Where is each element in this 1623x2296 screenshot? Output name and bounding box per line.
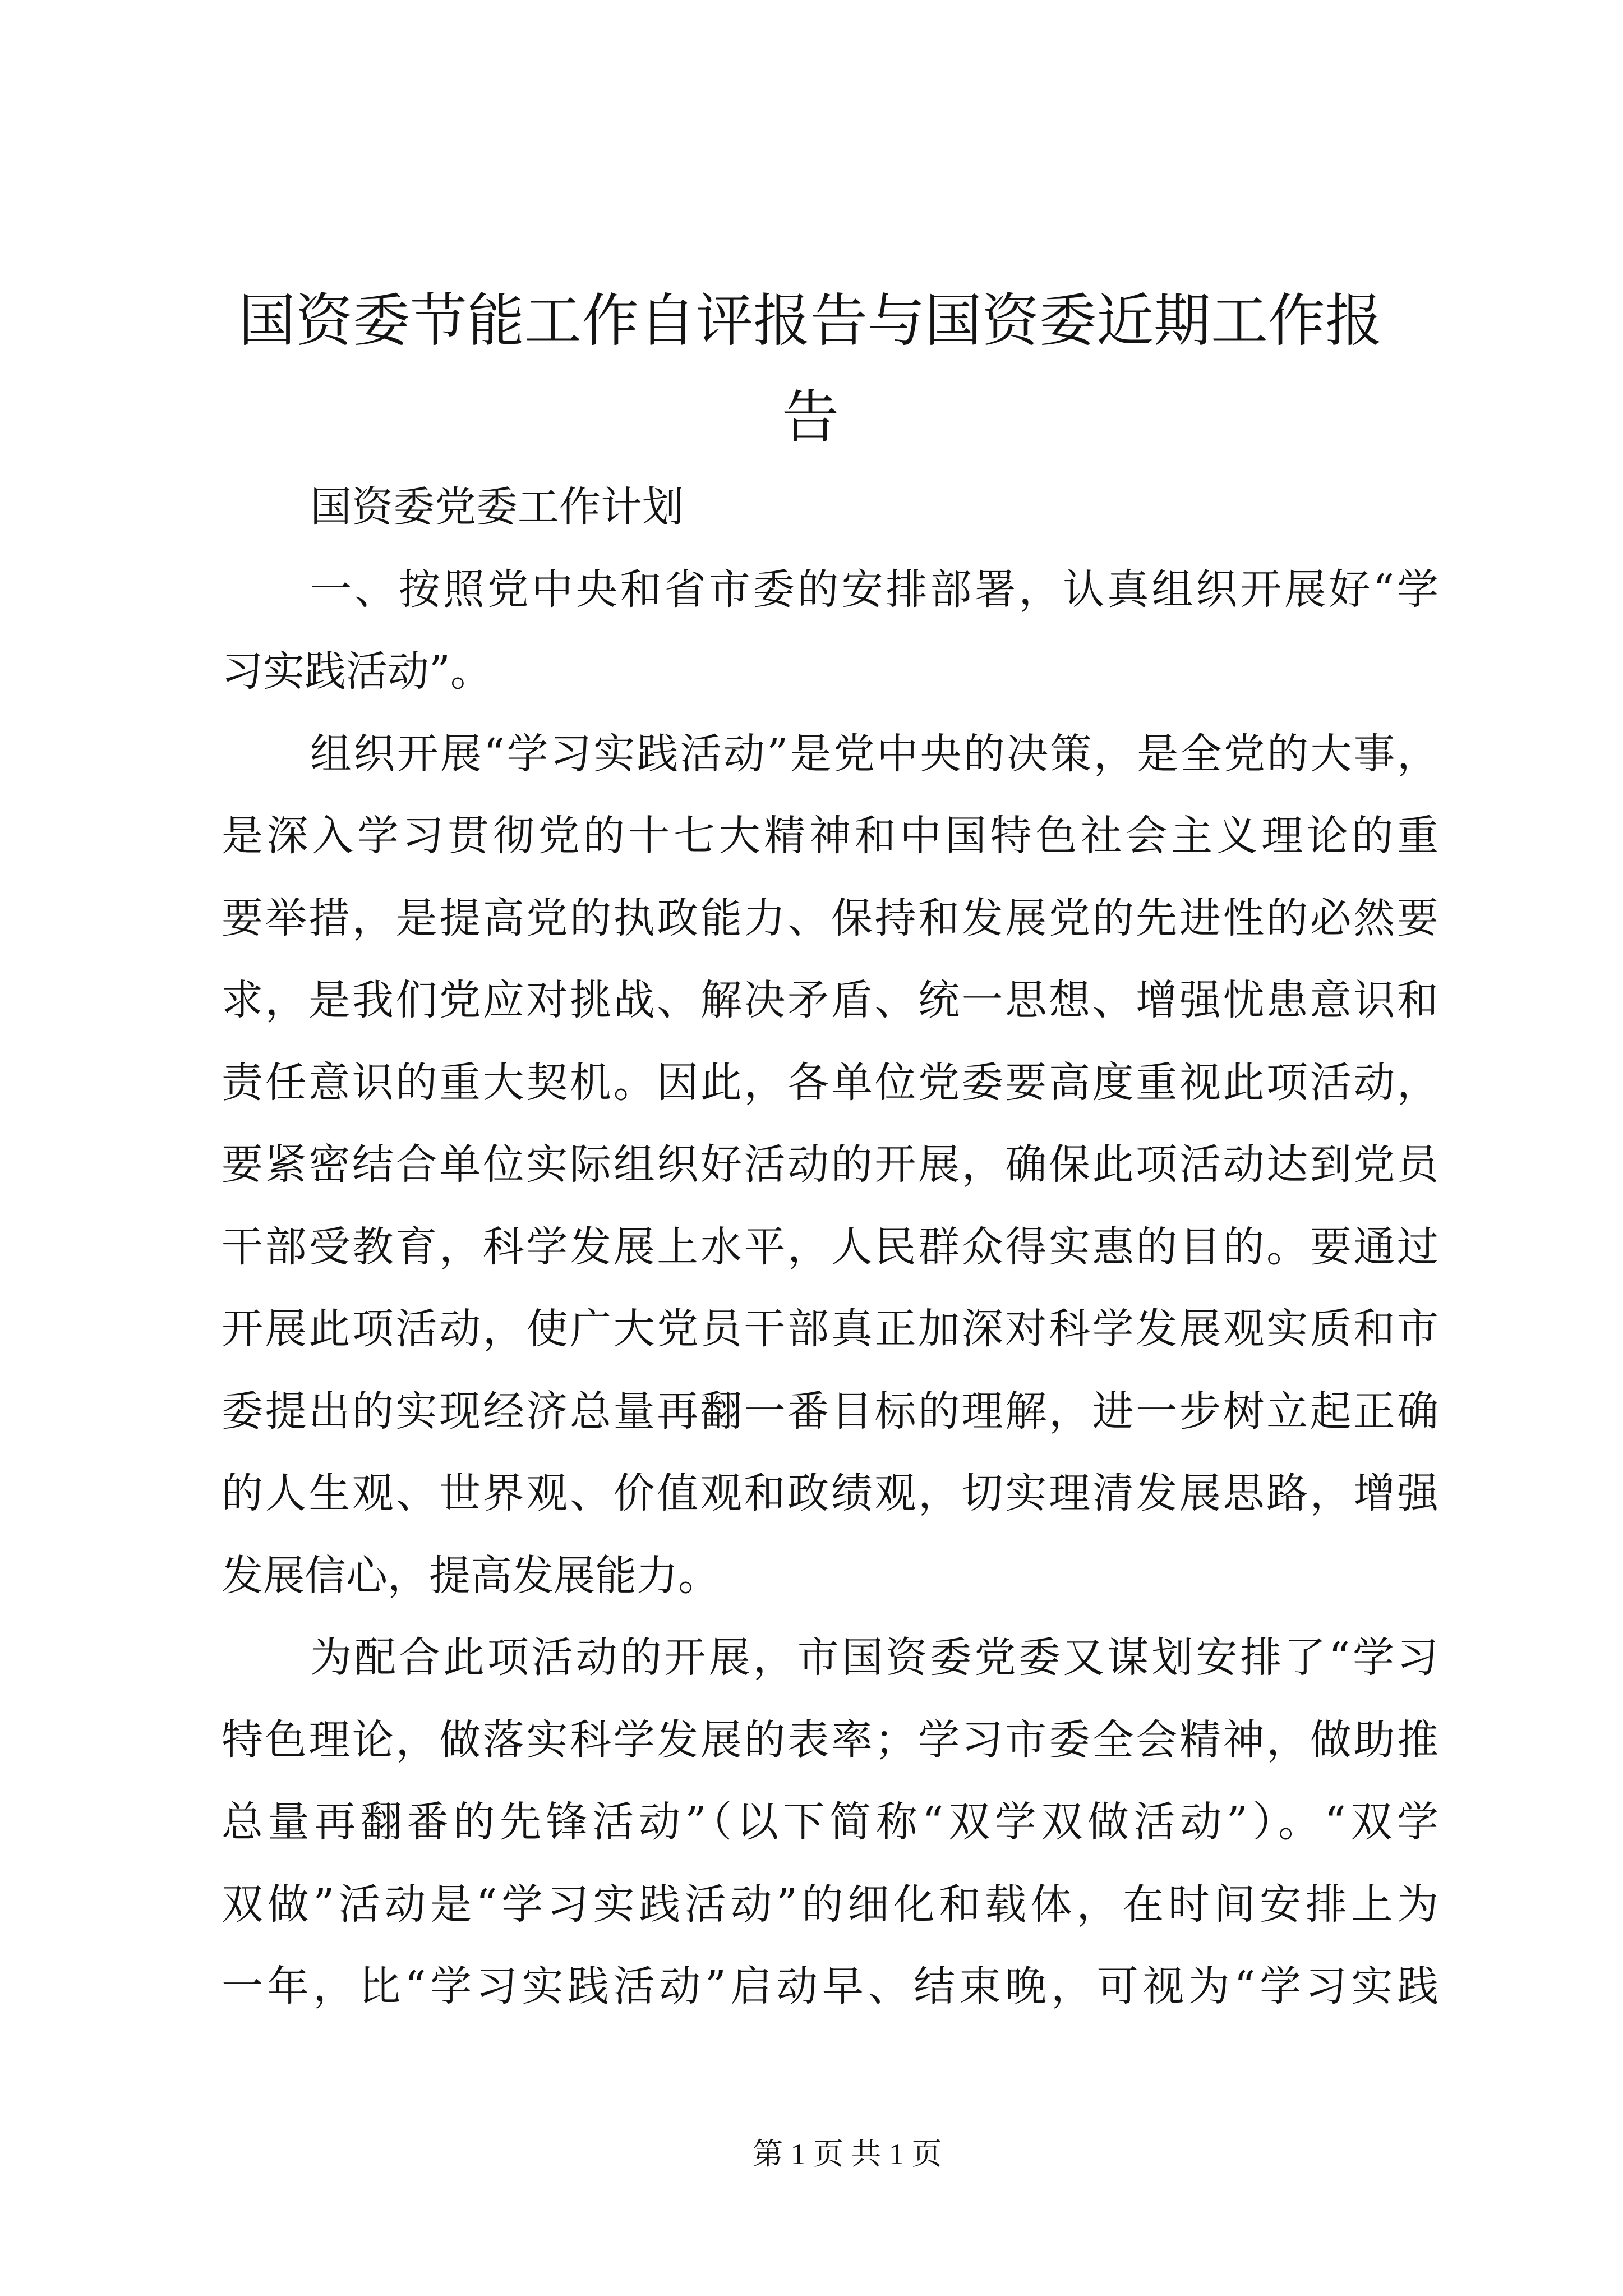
paragraph-line: 开展此项活动，使广大党员干部真正加深对科学发展观实质和市 bbox=[222, 1305, 1438, 1353]
paragraph bbox=[222, 549, 1438, 713]
paragraph-line: 一、按照党中央和省市委的安排部署，认真组织开展好“学 bbox=[310, 565, 1438, 614]
paragraph-line: 双做”活动是“学习实践活动”的细化和载体，在时间安排上为 bbox=[222, 1880, 1438, 1929]
paragraph-line: 干部受教育，科学发展上水平，人民群众得实惠的目的。要通过 bbox=[222, 1222, 1438, 1271]
paragraph-line: 为配合此项活动的开展，市国资委党委又谋划安排了“学习 bbox=[310, 1634, 1438, 1682]
title-line: 告 bbox=[782, 384, 839, 451]
paragraph-line: 特色理论，做落实科学发展的表率；学习市委全会精神，做助推 bbox=[222, 1715, 1438, 1764]
paragraph-heading bbox=[222, 466, 1438, 549]
paragraph-line: 责任意识的重大契机。因此，各单位党委要高度重视此项活动， bbox=[222, 1058, 1438, 1107]
paragraph-line: 习实践活动”。 bbox=[222, 647, 492, 696]
paragraph-line: 是深入学习贯彻党的十七大精神和中国特色社会主义理论的重 bbox=[222, 812, 1438, 860]
paragraph-line: 求，是我们党应对挑战、解决矛盾、统一思想、增强忧患意识和 bbox=[222, 976, 1438, 1024]
paragraph-line: 一年，比“学习实践活动”启动早、结束晚，可视为“学习实践 bbox=[222, 1962, 1438, 2010]
paragraph-line: 要举措，是提高党的执政能力、保持和发展党的先进性的必然要 bbox=[222, 894, 1438, 942]
paragraph-line: 的人生观、世界观、价值观和政绩观，切实理清发展思路，增强 bbox=[222, 1469, 1438, 1517]
paragraph-line: 要紧密结合单位实际组织好活动的开展，确保此项活动达到党员 bbox=[222, 1140, 1438, 1189]
page-footer: 第 1 页 共 1 页 bbox=[753, 2137, 942, 2171]
paragraph-line: 国资委党委工作计划 bbox=[310, 483, 684, 531]
paragraph-line: 组织开展“学习实践活动”是党中央的决策，是全党的大事， bbox=[310, 729, 1438, 778]
document-title bbox=[222, 273, 1399, 466]
title-line: 国资委节能工作自评报告与国资委近期工作报 bbox=[238, 288, 1382, 355]
paragraph bbox=[222, 713, 1438, 1617]
paragraph-line: 发展信心，提高发展能力。 bbox=[222, 1551, 720, 1600]
paragraph bbox=[222, 1617, 1438, 2028]
paragraph-line: 总量再翻番的先锋活动”（以下简称“双学双做活动”）。“双学 bbox=[222, 1798, 1438, 1846]
paragraph-line: 委提出的实现经济总量再翻一番目标的理解，进一步树立起正确 bbox=[222, 1387, 1438, 1435]
document-body bbox=[222, 466, 1438, 2028]
